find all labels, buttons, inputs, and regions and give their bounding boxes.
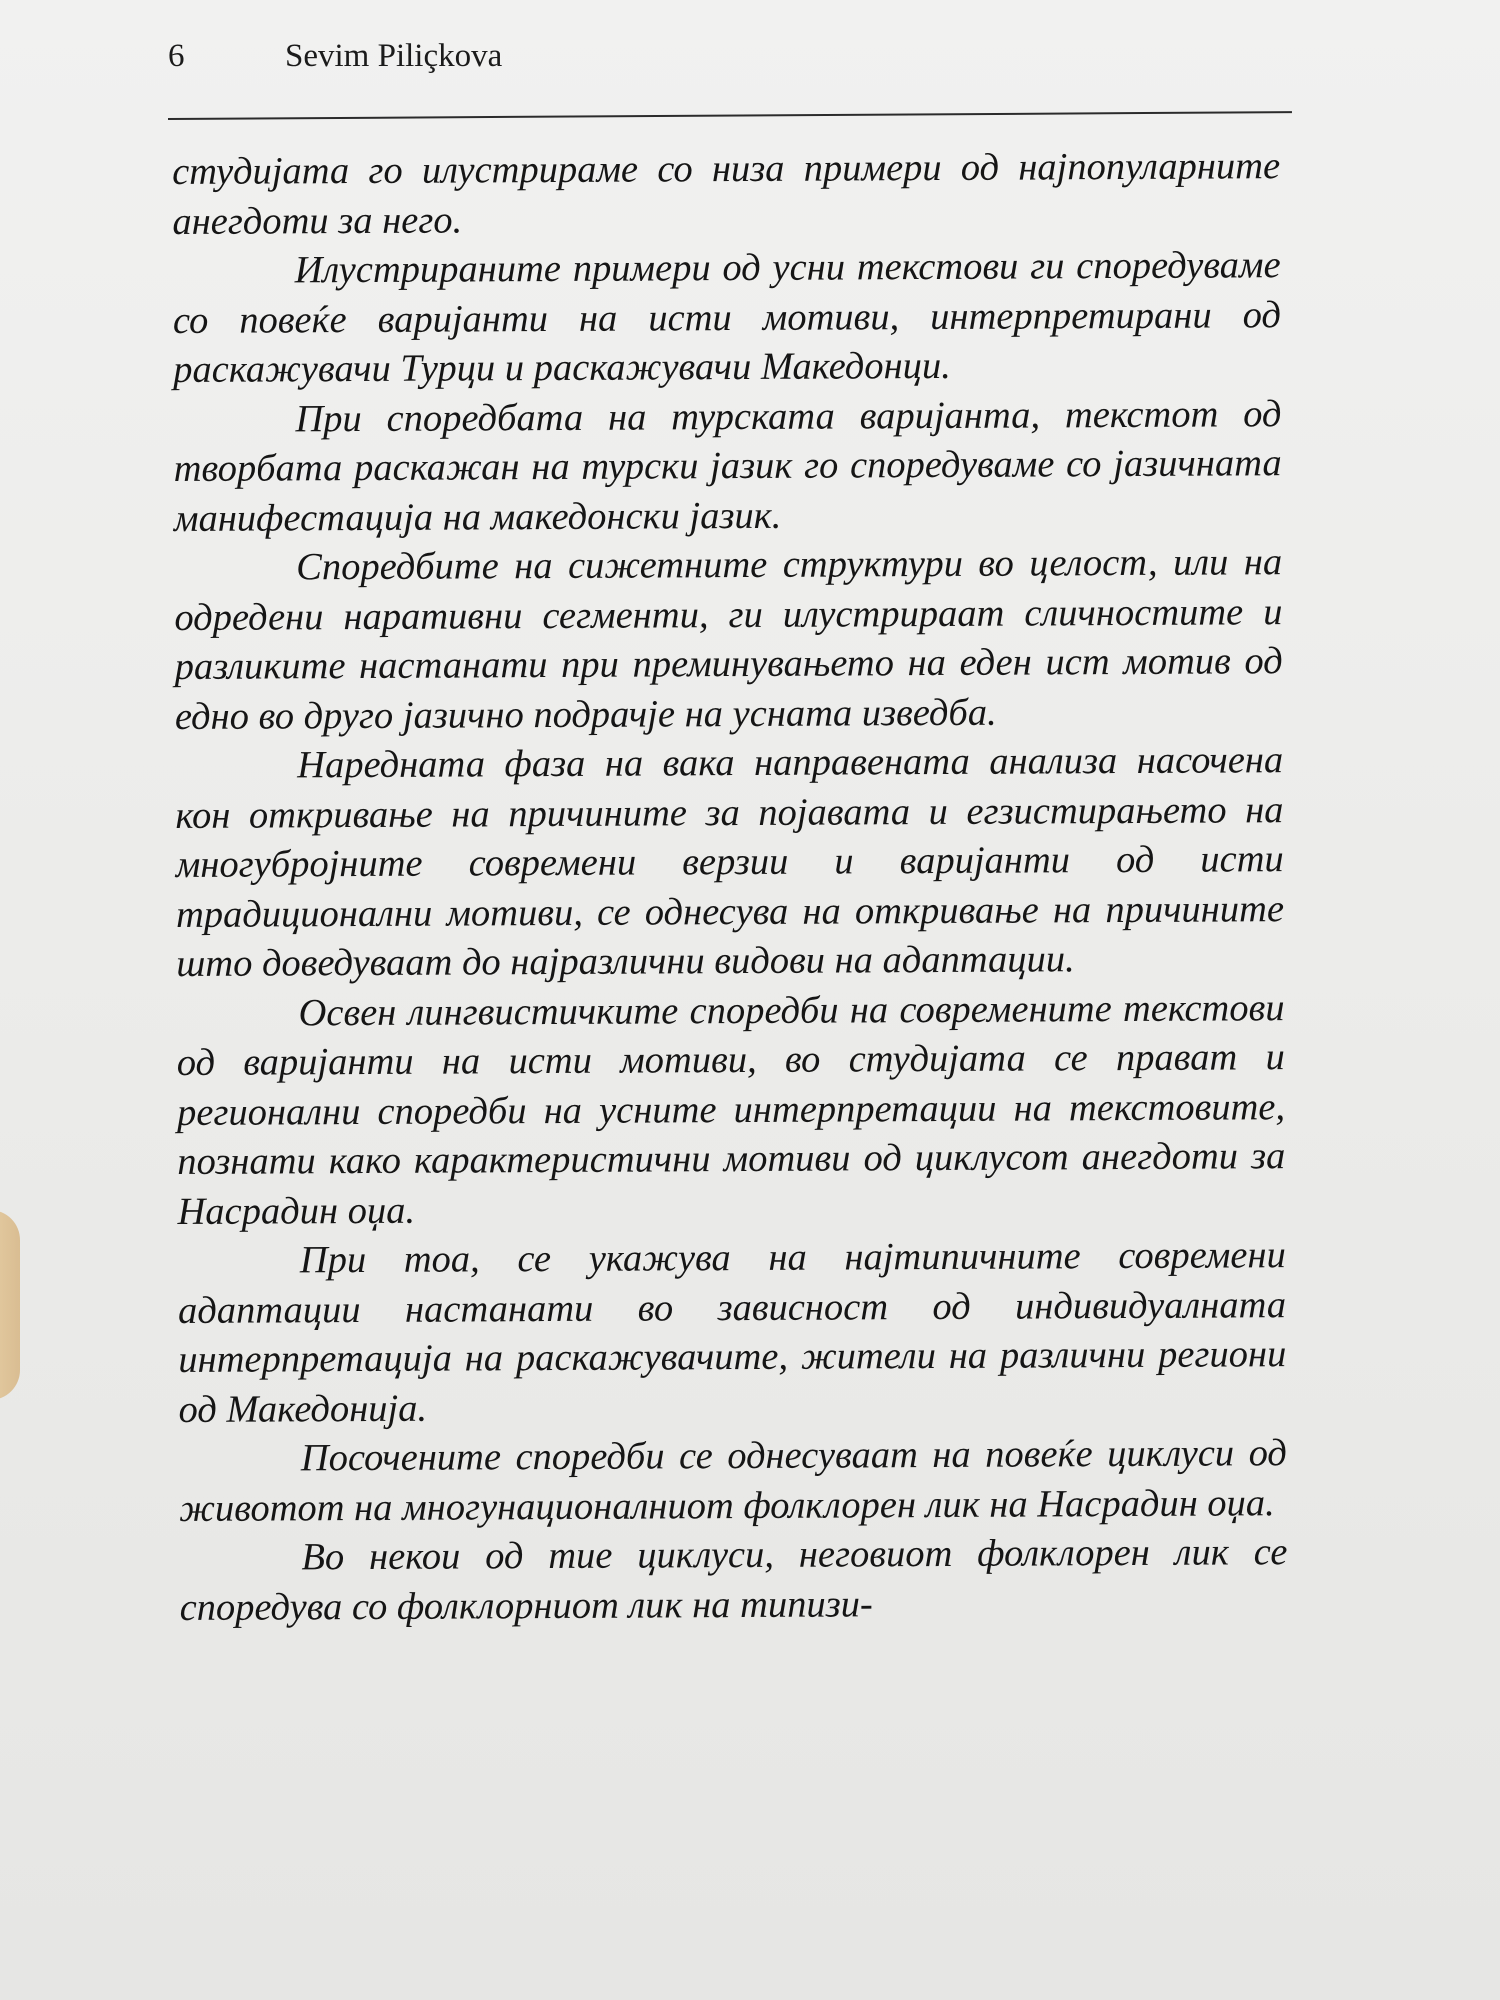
paragraph-5: Наредната фаза на вака направената анализа насочена кон откривање на причините за појавата и егзистирањето на многубројните современи верзии и варијанти од исти традиционални мотиви, се однесува на откривање на причините што доведуваат до најразлични видови на адаптации. — [175, 739, 1285, 985]
paragraph-7: При тоа, се укажува на најтипичните современи адаптации настанати во зависност од индивидуалната интерпретација на раскажувачите, жители на различни региони од Македонија. — [177, 1234, 1287, 1431]
page-number: 6 — [168, 38, 185, 74]
paragraph-3: При споредбата на турската варијанта, текстот од творбата раскажан на турски јазик го споредуваме со јазичната манифестација на македонски јазик. — [173, 392, 1282, 540]
header-rule — [168, 111, 1292, 120]
paragraph-1: студијата го илустрираме со низа примери од најпопуларните анегдоти за него. — [172, 145, 1281, 243]
paragraph-8: Посочените споредби се однесуваат на повеќе циклуси од животот на многунационалниот фолклорен лик на Насрадин оџа. — [179, 1432, 1287, 1530]
paragraph-4: Споредбите на сижетните структури во целост, или на одредени наративни сегменти, ги илустрираат сличностите и разликите настанати при преминувањето на еден ист мотив од едно во друго јазично подрачје на уснатa изведба. — [174, 541, 1283, 738]
paragraph-6: Освен лингвистичките споредби на современите текстови од варијанти на исти мотиви, во студијата се прават и регионални споредби на усните интерпретации на текстовите, познати како карактеристични мотиви од циклусот анегдоти за Насрадин оџа. — [176, 986, 1286, 1233]
running-header-author: Sevim Piliçkova — [285, 38, 503, 74]
body-text — [172, 142, 1288, 1633]
thumb — [0, 1210, 20, 1400]
running-header — [168, 38, 502, 75]
paragraph-9: Во некои од тие циклуси, неговиот фолклорен лик се споредува со фолклорниот лик на типизи- — [179, 1531, 1288, 1629]
paragraph-2: Илустрираните примери од усни текстови ги споредуваме со повеќе варијанти на исти мотиви, интерпретирани од раскажувачи Турци и раскажувачи Македонци. — [172, 244, 1281, 391]
